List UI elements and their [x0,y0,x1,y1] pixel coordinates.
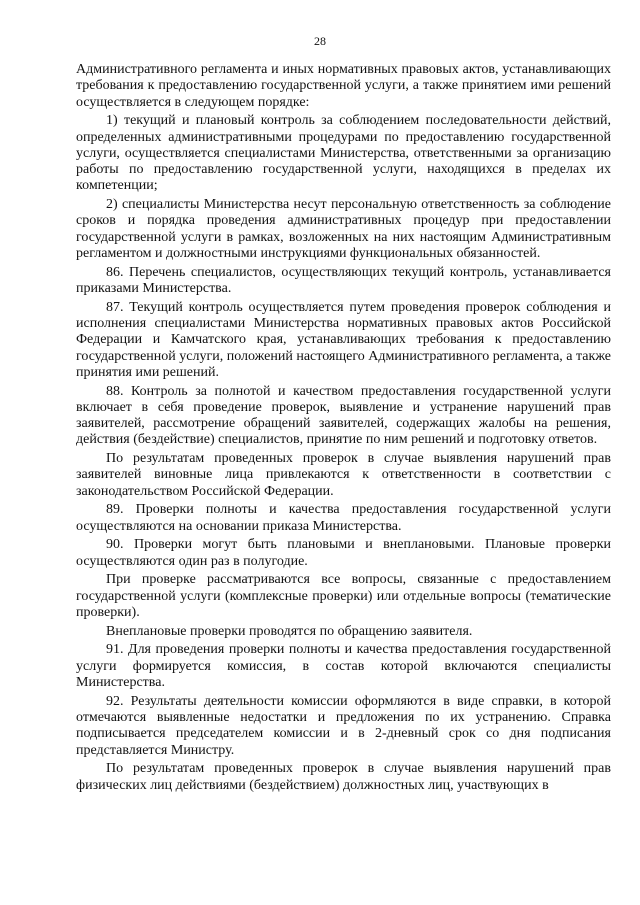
paragraph-91: 91. Для проведения проверки полноты и качества предоставления государственной услуги формируется комиссия, в состав которой включаются специалисты Министерства. [76,642,611,690]
paragraph-88-results: По результатам проведенных проверок в случае выявления нарушений прав заявителей виновные лица привлекаются к ответственности в соответствии с законодательством Российской Федерации. [76,451,611,499]
paragraph-continuation: Административного регламента и иных нормативных правовых актов, устанавливающих требования к предоставлению государственной услуги, а также принятием ими решений осуществляется в следующем порядке: [76,62,611,110]
paragraph-86: 86. Перечень специалистов, осуществляющих текущий контроль, устанавливается приказами Министерства. [76,264,611,297]
paragraph-90-scope: При проверке рассматриваются все вопросы, связанные с предоставлением государственной услуги (комплексные проверки) или отдельные вопросы (тематические проверки). [76,572,611,621]
paragraph-90-unscheduled: Внеплановые проверки проводятся по обращению заявителя. [106,623,473,639]
paragraph-item-1: 1) текущий и плановый контроль за соблюдением последовательности действий, определенных административными процедурами по предоставлению государственной услуги, осуществляется специалистами Министерства, ответственными за организацию работы по предоставлению государственной услуги, находящихся в пределах их компетенции; [76,113,611,194]
paragraph-92-results: По результатам проведенных проверок в случае выявления нарушений прав физических лиц действиями (бездействием) должностных лиц, участвующих в [76,761,611,793]
paragraph-88: 88. Контроль за полнотой и качеством предоставления государственной услуги включает в себя проведение проверок, выявление и устранение нарушений прав заявителей, рассмотрение обращений заявителей, содержащих жалобы на решения, действия (бездействие) специалистов, принятие по ним решений и подготовку ответов. [76,383,611,448]
paragraph-92: 92. Результаты деятельности комиссии оформляются в виде справки, в которой отмечаются выявленные недостатки и предложения по их устранению. Справка подписывается председателем комиссии и в 2-дневный срок со дня подписания представляется Министру. [76,693,611,758]
document-body [76,62,611,796]
paragraph-89: 89. Проверки полноты и качества предоставления государственной услуги осуществляются на основании приказа Министерства. [76,502,611,534]
paragraph-item-2: 2) специалисты Министерства несут персональную ответственность за соблюдение сроков и порядка проведения административных процедур при предоставлении государственной услуги в рамках, возложенных на них настоящим Административным регламентом и должностными инструкциями функциональных обязанностей. [76,197,611,262]
page-number: 28 [314,34,326,48]
paragraph-90: 90. Проверки могут быть плановыми и внеплановыми. Плановые проверки осуществляются один раз в полугодие. [76,537,611,569]
paragraph-87: 87. Текущий контроль осуществляется путем проведения проверок соблюдения и исполнения специалистами Министерства нормативных правовых актов Российской Федерации и Камчатского края, устанавливающих требования к предоставлению государственной услуги, положений настоящего Административного регламента, а также принятия ими решений. [76,299,612,380]
